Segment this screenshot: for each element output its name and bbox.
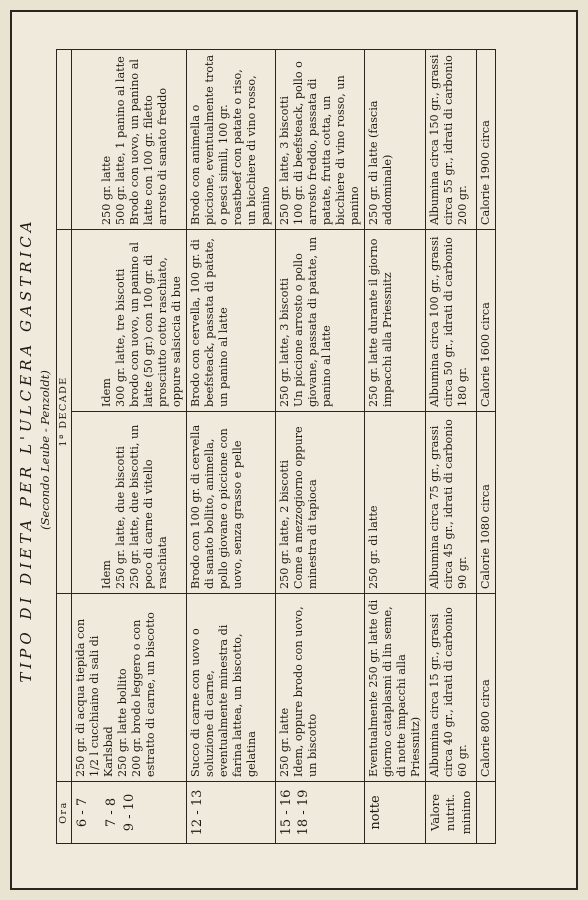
ora-label: 12 - 13 xyxy=(186,782,275,844)
cell-text: 250 gr. latte, 3 biscotti xyxy=(277,96,291,225)
table-row-noon xyxy=(186,50,275,844)
cell-text: Albumina circa 100 gr., grassi circa 50 gr., idrati di carbonio 180 gr. xyxy=(425,230,477,412)
ora-cell xyxy=(425,782,477,844)
ora-label: nutrit. xyxy=(443,794,458,831)
cell-text: 250 gr. latte durante il giorno impacchi alla Priessnitz xyxy=(364,230,425,412)
cell-text: 250 gr. latte xyxy=(99,155,113,225)
cell-col1 xyxy=(275,594,364,782)
header-blank xyxy=(57,594,72,782)
cell-text: 250 gr. latte, due biscotti xyxy=(113,446,127,589)
cell-text: brodo con uovo, un panino al latte (50 gr.) con 100 gr. di prosciutto cotto raschiato, oppure salsiccia di bue xyxy=(127,242,183,407)
ora-label: 18 - 19 xyxy=(296,789,312,836)
cell-text: Idem xyxy=(99,560,113,589)
ora-label: notte xyxy=(364,782,425,844)
ora-label: minimo xyxy=(458,790,473,835)
cell-col4 xyxy=(275,50,364,230)
cell-text: 250 gr. di latte (fascia addominale) xyxy=(364,50,425,230)
cell-col4 xyxy=(71,50,186,230)
ora-label: 7 - 8 xyxy=(104,797,120,828)
table-row-calories xyxy=(477,50,496,844)
ora-label: Valore xyxy=(427,794,442,832)
ora-label: 9 - 10 xyxy=(121,793,137,832)
header-ora: Ora xyxy=(57,782,72,844)
table-row-morning xyxy=(71,50,186,844)
cell-text: 500 gr. latte, 1 panino al latte xyxy=(113,56,127,225)
cell-text: Idem xyxy=(99,378,113,407)
cell-text: 200 gr. brodo leggero o con estratto di carne, un biscotto xyxy=(129,612,157,777)
cell-text: 250 gr. latte bollito xyxy=(115,668,129,777)
table-row-evening xyxy=(275,50,364,844)
calories-cell: Calorie 1080 circa xyxy=(477,412,496,594)
cell-col3 xyxy=(71,230,186,412)
page-title: TIPO DI DIETA PER L'ULCERA GASTRICA xyxy=(17,217,35,683)
cell-text: Albumina circa 15 gr., grassi circa 40 gr., idrati di carbonio 60 gr. xyxy=(425,594,477,782)
cell-text: Albumina circa 75 gr., grassi circa 45 gr., idrati di carbonio 90 gr. xyxy=(425,412,477,594)
book-page xyxy=(10,10,578,890)
cell-text: 300 gr. latte, tre biscotti xyxy=(113,268,127,407)
cell-text: 100 gr. di beefsteack, pollo o arrosto freddo, passata di patate, frutta cotta, un bicchiere di vino rosso, un panino xyxy=(291,61,361,225)
cell-col1 xyxy=(71,594,186,782)
cell-text: Eventualmente 250 gr. latte (di giorno cataplasmi di lin seme, di notte impacchi alla Priessnitz) xyxy=(364,594,425,782)
ora-label: 15 - 16 xyxy=(278,789,294,836)
table-header-row xyxy=(57,50,72,844)
cell-text: Brodo con cervella, 100 gr. di beefsteack, passata di patate, un panino al latte xyxy=(186,230,275,412)
calories-cell: Calorie 800 circa xyxy=(477,594,496,782)
cell-col2 xyxy=(275,412,364,594)
page-subtitle: (Secondo Leube - Penzoldt) xyxy=(38,370,52,530)
cell-text: Come a mezzogiorno oppure minestra di tapioca xyxy=(291,426,319,589)
cell-text: Un piccione arrosto o pollo giovane, passata di patate, un panino al latte xyxy=(291,236,333,407)
cell-text: 250 gr. di acqua tiepida con 1/2 l cucchiaino di sali di Karlsbad xyxy=(73,618,115,777)
cell-text: 250 gr. latte xyxy=(277,707,291,777)
cell-text: Brodo con 100 gr. di cervella di sanato bollito, animella, pollo giovane o piccione con uovo, senza grasso e pelle xyxy=(186,412,275,594)
cell-text: 250 gr. latte, 3 biscotti xyxy=(277,278,291,407)
cell-text: Brodo con animella o piccione, eventualmente trota o pesci simili, 100 gr. roastbeef con patate o riso, un bicchiere di vino rosso, panino xyxy=(186,50,275,230)
cell-text: Idem, oppure brodo con uovo, un biscotto xyxy=(291,606,319,777)
ora-label: 6 - 7 xyxy=(74,797,90,828)
cell-text: Succo di carne con uovo o soluzione di carne, eventualmente minestra di farina lattea, un biscotto, gelatina xyxy=(186,594,275,782)
cell-col3 xyxy=(275,230,364,412)
table-row-night xyxy=(364,50,425,844)
header-last xyxy=(57,50,72,230)
diet-table xyxy=(56,49,496,844)
cell-text: Albumina circa 150 gr., grassi circa 55 gr., idrati di carbonio 200 gr. xyxy=(425,50,477,230)
calories-cell: Calorie 1900 circa xyxy=(477,50,496,230)
cell-text: 250 gr. latte, due biscotti, un poco di carne di vitello raschiata xyxy=(127,424,169,589)
ora-cell xyxy=(71,782,186,844)
ora-cell xyxy=(275,782,364,844)
cell-col2 xyxy=(71,412,186,594)
table-row-nutrition xyxy=(425,50,477,844)
cell-text: 250 gr. latte, 2 biscotti xyxy=(277,460,291,589)
cell-text: 250 gr. di latte xyxy=(364,412,425,594)
header-decade: 1ª DECADE xyxy=(57,230,72,594)
rotated-content xyxy=(10,10,578,890)
calories-cell: Calorie 1600 circa xyxy=(477,230,496,412)
cell-text: Brodo con uovo, un panino al latte con 100 gr. filetto arrosto di sanato freddo xyxy=(127,59,169,225)
